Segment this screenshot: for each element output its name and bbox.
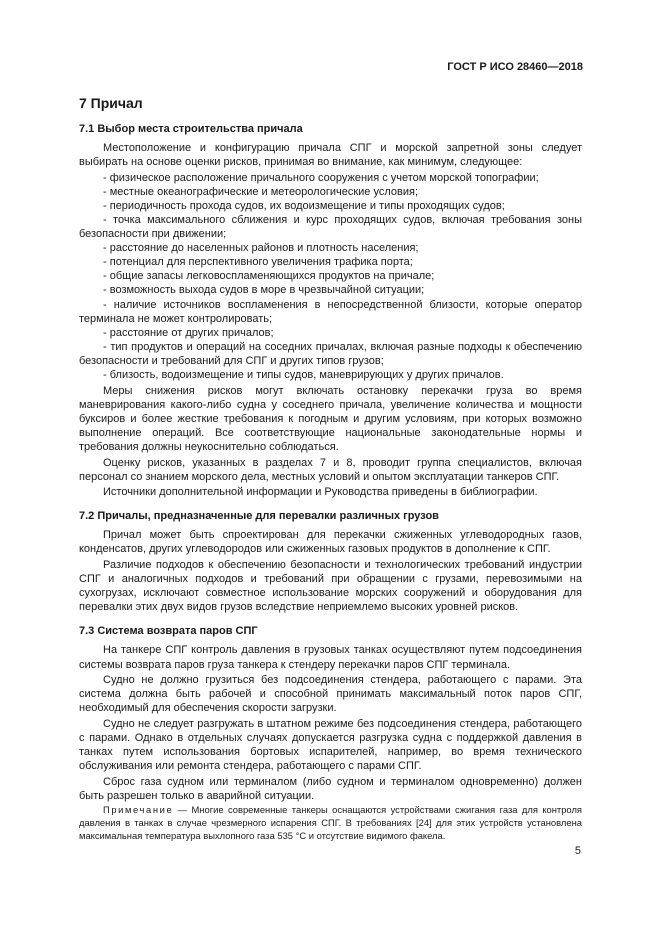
list-item: - расстояние от других причалов; bbox=[79, 326, 582, 340]
subsection-7-1-paragraph: Оценку рисков, указанных в разделах 7 и 8, проводит группа специалистов, включая персонал со знанием морского дела, местных условий и опытом эксплуатации танкеров СПГ. bbox=[79, 456, 582, 483]
subsection-7-2-paragraph: Причал может быть спроектирован для перекачки сжиженных углеводородных газов, конденсатов, других углеводородов или сжиженных газовых продуктов в дополнение к СПГ. bbox=[79, 529, 582, 556]
subsection-7-3-paragraph: Судно не должно грузиться без подсоединения стендера, работающего с парами. Эта система должна быть рабочей и способной принимать максимальный поток паров СПГ, необходимый для обеспечения скорости загрузки. bbox=[79, 674, 582, 715]
list-item: - общие запасы легковоспламеняющихся продуктов на причале; bbox=[79, 269, 582, 283]
list-item: - расстояние до населенных районов и плотность населения; bbox=[79, 241, 582, 255]
note-text: — Многие современные танкеры оснащаются устройствами сжигания газа для контроля давления в танках в случае чрезмерного испарения СПГ. В требованиях [24] для этих устройств установлена максимальная температура выхлопного газа 535 °С и отсутствие видимого факела. bbox=[79, 804, 582, 841]
list-item: - тип продуктов и операций на соседних причалах, включая разные подходы к обеспечению безопасности и требований для СПГ и других типов грузов; bbox=[79, 340, 582, 368]
note bbox=[79, 804, 582, 842]
list-item: - близость, водоизмещение и типы судов, маневрирующих у других причалов. bbox=[79, 368, 582, 382]
list-item: - физическое расположение причального сооружения с учетом морской топографии; bbox=[79, 171, 582, 185]
page-content bbox=[79, 95, 582, 844]
list-item: - наличие источников воспламенения в непосредственной близости, которые оператор терминала не может контролировать; bbox=[79, 298, 582, 326]
risk-factors-list bbox=[79, 171, 582, 382]
subsection-7-1-title: 7.1 Выбор места строительства причала bbox=[79, 123, 303, 135]
subsection-7-3-title: 7.3 Система возврата паров СПГ bbox=[79, 625, 258, 638]
list-item: - точка максимального сближения и курс проходящих судов, включая требования зоны безопасности при движении; bbox=[79, 213, 582, 241]
subsection-7-2-paragraph: Различие подходов к обеспечению безопасности и технологических требований индустрии СПГ и аналогичных подходов и требований при обращении с грузами, перевозимыми на сухогрузах, исключают совместное использование морских сооружений и оборудования для перевалки этих двух видов грузов вследствие неприемлемо высоких уровней рисков. bbox=[79, 559, 582, 614]
list-item: - местные океанографические и метеорологические условия; bbox=[79, 185, 582, 199]
subsection-7-3-paragraph: Сброс газа судном или терминалом (либо судном и терминалом одновременно) должен быть разрешен только в аварийной ситуации. bbox=[79, 775, 582, 802]
list-item: - потенциал для перспективного увеличения трафика порта; bbox=[79, 255, 582, 269]
list-item: - периодичность прохода судов, их водоизмещение и типы проходящих судов; bbox=[79, 199, 582, 213]
subsection-7-2-title: 7.2 Причалы, предназначенные для перевалки различных грузов bbox=[79, 510, 439, 523]
list-item: - возможность выхода судов в море в чрезвычайной ситуации; bbox=[79, 283, 582, 297]
subsection-7-1-paragraph: Меры снижения рисков могут включать остановку перекачки груза во время маневрирования какого-либо судна у соседнего причала, увеличение количества и мощности буксиров и более жесткие требования к погодным и другим условиям, при которых возможно выполнение операций. Все соответствующие национальные законодательные нормы и требования должны неукоснительно соблюдаться. bbox=[79, 384, 582, 453]
note-label: Примечание bbox=[103, 804, 174, 816]
subsection-7-1-intro: Местоположение и конфигурацию причала СПГ и морской запретной зоны следует выбирать на основе оценки рисков, принимая во внимание, как минимум, следующее: bbox=[79, 142, 582, 169]
subsection-7-3-paragraph: На танкере СПГ контроль давления в грузовых танках осуществляют путем подсоединения системы возврата паров груза танкера к стендеру перекачки паров СПГ терминала. bbox=[79, 644, 582, 671]
subsection-7-1-paragraph: Источники дополнительной информации и Руководства приведены в библиографии. bbox=[103, 486, 538, 499]
section-title: 7 Причал bbox=[79, 95, 143, 111]
page-number: 5 bbox=[574, 845, 581, 857]
subsection-7-3-paragraph: Судно не следует разгружать в штатном режиме без подсоединения стендера, работающего с парами. Однако в отдельных случаях допускается разгрузка судна с поддержкой давления в танках путем использования бортовых испарителей, например, во время технического обслуживания или ремонта стендера, работающего с парами СПГ. bbox=[79, 717, 582, 773]
standard-designation: ГОСТ Р ИСО 28460—2018 bbox=[447, 61, 583, 73]
